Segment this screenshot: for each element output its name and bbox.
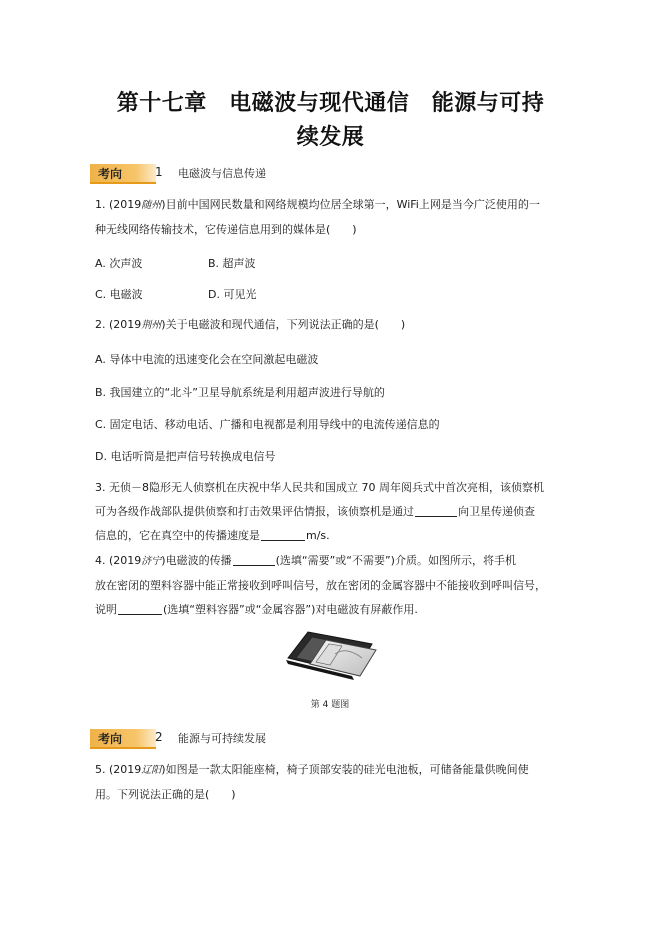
- option-b: B. 超声波: [208, 257, 256, 270]
- question-4-line3: 说明 (选填“塑料容器”或“金属容器”)对电磁波有屏蔽作用.: [95, 603, 418, 616]
- question-3: [95, 476, 565, 548]
- question-4-line1: 4. (2019济宁)电磁波的传播 (选填“需要”或“不需要”)介质。如图所示，将手机: [95, 554, 516, 567]
- option-c: C. 电磁波: [95, 288, 143, 301]
- option-d: D. 电话听筒是把声信号转换成电信号: [95, 450, 276, 463]
- question-5-line2: 用。下列说法正确的是( ): [95, 788, 236, 801]
- question-2: 2. (2019荆州)关于电磁波和现代通信，下列说法正确的是( ): [95, 318, 406, 331]
- section-title: 电磁波与信息传递: [178, 167, 266, 180]
- section-badge-label: 考向: [98, 167, 123, 181]
- option-c: C. 固定电话、移动电话、广播和电视都是利用导线中的电流传递信息的: [95, 418, 440, 431]
- question-source: 辽阳: [141, 765, 162, 776]
- chapter-title-line2: 续发展: [296, 125, 365, 150]
- question-1-line1: 1. (2019随州)目前中国网民数量和网络规模均位居全球第一，WiFi上网是当今广泛使用的一: [95, 198, 540, 211]
- question-1: [95, 193, 565, 242]
- question-source: 荆州: [141, 320, 162, 331]
- section-number: 1: [155, 165, 163, 179]
- answer-blank[interactable]: [261, 528, 305, 541]
- section-badge-label: 考向: [98, 732, 123, 746]
- answer-blank[interactable]: [118, 602, 162, 615]
- section-header-1: [90, 164, 550, 184]
- option-d: D. 可见光: [208, 288, 257, 301]
- question-3-line2: 可为各级作战部队提供侦察和打击效果评估情报，该侦察机是通过 向卫星传递侦查: [95, 505, 535, 518]
- section-title: 能源与可持续发展: [178, 732, 266, 745]
- figure-caption: 第 4 题图: [310, 700, 350, 710]
- section-header-2: [90, 729, 550, 749]
- question-3-line1: 3. 无侦－8隐形无人侦察机在庆祝中华人民共和国成立 70 周年阅兵式中首次亮相，该侦察机: [95, 481, 544, 494]
- question-1-line2: 种无线网络传输技术，它传递信息用到的媒体是( ): [95, 223, 357, 236]
- option-a: A. 导体中电流的迅速变化会在空间激起电磁波: [95, 353, 319, 366]
- chapter-title-line1: 第十七章 电磁波与现代通信 能源与可持: [116, 91, 545, 116]
- question-4: [95, 549, 565, 622]
- question-5-line1: 5. (2019辽阳)如图是一款太阳能座椅，椅子顶部安装的硅光电池板，可储备能量供晚间使: [95, 763, 529, 776]
- question-source: 随州: [141, 200, 162, 211]
- section-number: 2: [155, 730, 163, 744]
- option-b: B. 我国建立的“北斗”卫星导航系统是利用超声波进行导航的: [95, 386, 385, 399]
- question-3-line3: 信息的，它在真空中的传播速度是 m/s.: [95, 529, 330, 542]
- question-source: 济宁: [141, 556, 162, 567]
- answer-blank[interactable]: [415, 504, 457, 517]
- phone-container-figure: [280, 624, 380, 684]
- question-4-line2: 放在密闭的塑料容器中能正常接收到呼叫信号，放在密闭的金属容器中不能接收到呼叫信号，: [95, 579, 546, 592]
- answer-blank[interactable]: [233, 553, 275, 566]
- option-a: A. 次声波: [95, 257, 143, 270]
- question-5: [95, 758, 565, 807]
